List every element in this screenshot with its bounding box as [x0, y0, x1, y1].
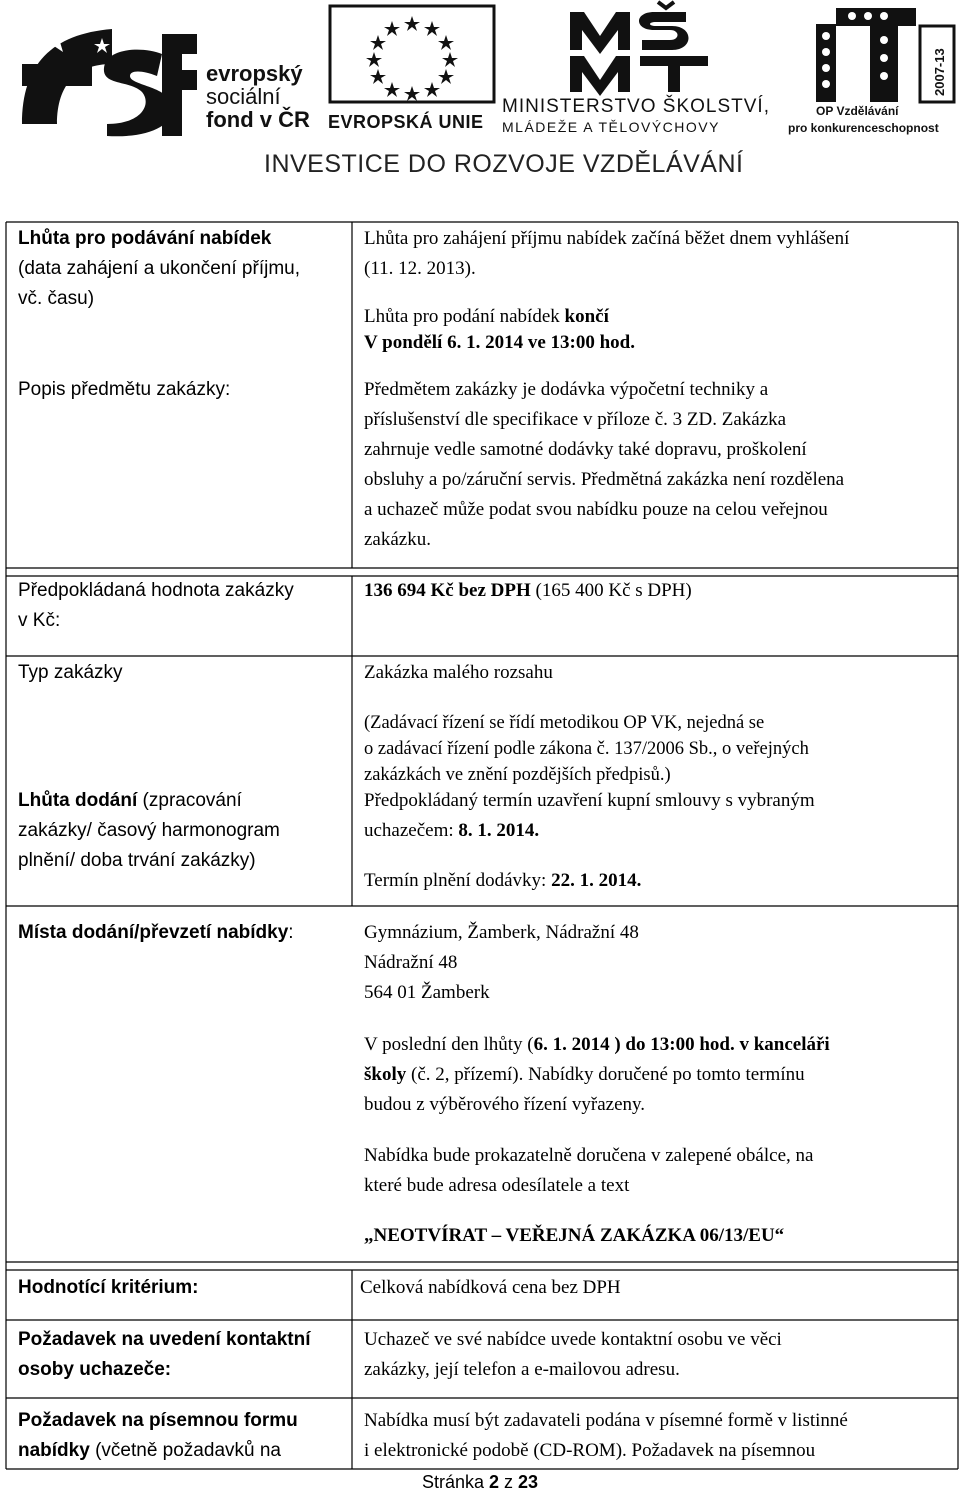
label-mista: Místa dodání/převzetí nabídky: [18, 922, 294, 943]
value-mista-deadline: V poslední den lhůty (6. 1. 2014 ) do 13:00 hod. v kanceláři školy (č. 2, přízemí). Nabídky doručené po tomto termínu budou z výběrového řízení vyřazeny. [364, 1034, 830, 1115]
label-kontakt: Požadavek na uvedení kontaktní osoby uchazeče: [18, 1329, 311, 1380]
esf-logo-text: evropský sociální fond v ČR [206, 61, 310, 132]
op-logo-text-line2: pro konkurenceschopnost [788, 121, 939, 135]
op-vk-logo-icon [806, 6, 956, 104]
value-hodnota: 136 694 Kč bez DPH (165 400 Kč s DPH) [364, 580, 692, 601]
value-kriterium: Celková nabídková cena bez DPH [360, 1277, 621, 1298]
op-badge-years: 2007-13 [932, 48, 947, 96]
label-lhuta-dodani: Lhůta dodání (zpracování zakázky/ časový harmonogram plnění/ doba trvání zakázky) [18, 790, 280, 871]
value-lhuta-dodani: Předpokládaný termín uzavření kupní smlouvy s vybraným uchazečem: 8. 1. 2014. Termín plnění dodávky: 22. 1. 2014. [364, 790, 815, 891]
value-forma: Nabídka musí být zadavateli podána v písemné formě v listinné i elektronické podobě (CD-ROM). Požadavek na písemnou [364, 1410, 848, 1461]
page-footer: Stránka 2 z 23 [421, 1472, 539, 1492]
page-header [0, 0, 960, 200]
value-kontakt: Uchazeč ve své nabídce uvede kontaktní osobu ve věci zakázky, její telefon a e-mailovou adresu. [364, 1329, 782, 1380]
esf-logo-icon [12, 4, 202, 139]
msmt-logo-text-line1: MINISTERSTVO ŠKOLSTVÍ, [502, 96, 770, 117]
label-hodnota: Předpokládaná hodnota zakázky v Kč: [18, 580, 294, 631]
value-mista-envelope: Nabídka bude prokazatelně doručena v zalepené obálce, na které bude adresa odesílatele a text [364, 1145, 814, 1196]
tagline: INVESTICE DO ROZVOJE VZDĚLÁVÁNÍ [264, 150, 744, 178]
value-typ: Zakázka malého rozsahu [364, 662, 553, 683]
value-mista-marking: „NEOTVÍRAT – VEŘEJNÁ ZAKÁZKA 06/13/EU“ [364, 1225, 785, 1246]
msmt-logo-icon [562, 0, 712, 100]
value-mista-address: Gymnázium, Žamberk, Nádražní 48 Nádražní 48 564 01 Žamberk [364, 922, 639, 1003]
eu-flag-icon [328, 4, 496, 104]
label-lhuta-podavani: Lhůta pro podávání nabídek (data zahájení a ukončení příjmu, vč. času) [18, 228, 301, 309]
label-kriterium: Hodnotící kritérium: [18, 1277, 199, 1298]
label-typ: Typ zakázky [18, 662, 123, 683]
label-popis: Popis předmětu zakázky: [18, 379, 231, 400]
label-forma: Požadavek na písemnou formu nabídky (včetně požadavků na [18, 1410, 298, 1461]
value-lhuta-podavani: Lhůta pro zahájení příjmu nabídek začíná běžet dnem vyhlášení (11. 12. 2013). Lhůta pro podání nabídek končí V pondělí 6. 1. 2014 ve 13:00 hod. [364, 228, 850, 353]
msmt-logo-text-line2: MLÁDEŽE A TĚLOVÝCHOVY [502, 119, 720, 135]
eu-logo-text: EVROPSKÁ UNIE [328, 112, 484, 132]
value-typ-note: (Zadávací řízení se řídí metodikou OP VK, nejedná se o zadávací řízení podle zákona č. 137/2006 Sb., o veřejných zakázkách ve znění pozdějších předpisů.) [364, 713, 809, 785]
value-popis: Předmětem zakázky je dodávka výpočetní techniky a příslušenství dle specifikace v příloze č. 3 ZD. Zakázka zahrnuje vedle samotné dodávky také dopravu, proškolení obsluhy a po/záruční servis. Předmětná zakázka není rozdělena a uchazeč může podat svou nabídku pouze na celou veřejnou zakázku. [364, 379, 845, 550]
op-logo-text-line1: OP Vzdělávání [816, 104, 899, 118]
